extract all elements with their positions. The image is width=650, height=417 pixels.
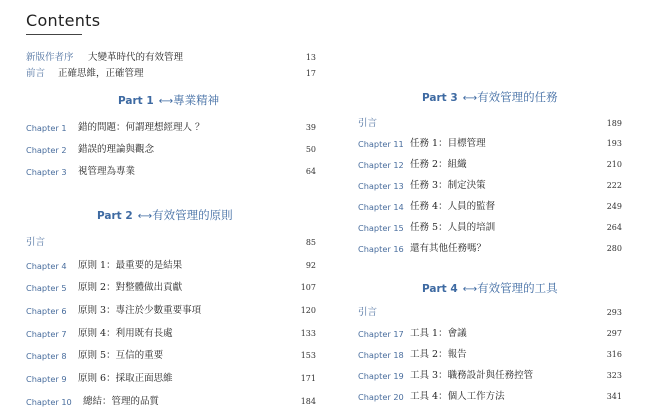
toc-entry[interactable] — [26, 304, 316, 318]
chapter-title: 工具 3：職務設計與任務控管 — [410, 370, 534, 381]
toc-entry[interactable] — [358, 348, 622, 362]
chapter-page: 280 — [606, 244, 622, 253]
chapter-number: Chapter 3 — [26, 167, 67, 177]
chapter-page: 153 — [300, 351, 316, 360]
chapter-number: Chapter 12 — [358, 160, 404, 170]
intro-title: 引言 — [358, 307, 378, 318]
chapter-page: 184 — [300, 397, 316, 406]
toc-entry[interactable] — [358, 179, 622, 193]
chapter-title: 工具 4：個人工作方法 — [410, 391, 505, 402]
chapter-title: 工具 2：報告 — [410, 349, 467, 360]
chapter-page: 193 — [606, 139, 622, 148]
toc-intro[interactable] — [358, 117, 622, 131]
front-prefix: 前言 — [26, 68, 46, 79]
chapter-title: 原則 4：利用既有長處 — [78, 328, 173, 339]
toc-front-preface[interactable] — [26, 51, 316, 65]
chapter-title: 原則 2：對整體做出貢獻 — [78, 282, 183, 293]
part-4-heading[interactable] — [422, 278, 558, 296]
chapter-title: 任務 3：制定決策 — [410, 180, 486, 191]
title-underline — [26, 34, 82, 35]
toc-entry[interactable] — [26, 349, 316, 363]
intro-page: 189 — [606, 119, 622, 128]
toc-entry[interactable] — [358, 327, 622, 341]
part-2-heading[interactable] — [97, 205, 233, 223]
front-title: 正確思維，正確管理 — [58, 68, 144, 79]
chapter-number: Chapter 6 — [26, 306, 67, 316]
chapter-page: 316 — [606, 350, 622, 359]
chapter-title: 原則 3：專注於少數重要事項 — [78, 305, 202, 316]
chapter-title: 還有其他任務嗎？ — [410, 243, 487, 254]
part-name: 專業精神 — [173, 93, 220, 107]
chapter-page: 133 — [300, 329, 316, 338]
chapter-number: Chapter 20 — [358, 392, 404, 402]
part-arrow: ⟷ — [462, 284, 478, 295]
chapter-number: Chapter 7 — [26, 329, 67, 339]
front-page: 13 — [305, 53, 316, 62]
front-title: 大變革時代的有效管理 — [88, 52, 184, 63]
chapter-page: 341 — [606, 392, 622, 401]
chapter-title: 總結：管理的品質 — [83, 396, 160, 407]
front-page: 17 — [305, 69, 316, 78]
toc-entry[interactable] — [26, 121, 316, 135]
part-arrow: ⟷ — [462, 93, 478, 104]
chapter-number: Chapter 9 — [26, 374, 67, 384]
chapter-title: 原則 5：互信的重要 — [78, 350, 164, 361]
chapter-title: 任務 4：人員的監督 — [410, 201, 496, 212]
chapter-title: 任務 2：組織 — [410, 159, 467, 170]
part-arrow: ⟷ — [158, 96, 174, 107]
chapter-number: Chapter 2 — [26, 145, 67, 155]
chapter-page: 120 — [300, 306, 316, 315]
chapter-number: Chapter 10 — [26, 397, 72, 407]
part-name: 有效管理的工具 — [477, 281, 558, 295]
part-label: Part 3 — [422, 92, 458, 104]
toc-entry[interactable] — [358, 200, 622, 214]
part-label: Part 2 — [97, 210, 133, 222]
toc-entry[interactable] — [358, 137, 622, 151]
part-label: Part 1 — [118, 95, 154, 107]
chapter-title: 原則 1：最重要的是結果 — [78, 260, 183, 271]
chapter-title: 工具 1：會議 — [410, 328, 467, 339]
part-3-heading[interactable] — [422, 87, 558, 105]
chapter-title: 任務 1：目標管理 — [410, 138, 486, 149]
toc-front-foreword[interactable] — [26, 67, 316, 81]
toc-entry[interactable] — [26, 395, 316, 409]
chapter-number: Chapter 11 — [358, 139, 404, 149]
toc-entry[interactable] — [358, 390, 622, 404]
chapter-page: 249 — [606, 202, 622, 211]
chapter-title: 視管理為專業 — [78, 166, 136, 177]
chapter-number: Chapter 5 — [26, 283, 67, 293]
contents-title: Contents — [26, 11, 101, 30]
chapter-page: 323 — [606, 371, 622, 380]
chapter-number: Chapter 15 — [358, 223, 404, 233]
toc-entry[interactable] — [26, 327, 316, 341]
chapter-page: 64 — [305, 167, 316, 176]
part-1-heading[interactable] — [118, 90, 219, 108]
chapter-title: 錯的問題：何謂理想經理人 ？ — [78, 122, 205, 133]
chapter-title: 錯誤的理論與觀念 — [78, 144, 155, 155]
toc-intro[interactable] — [358, 306, 622, 320]
chapter-page: 210 — [606, 160, 622, 169]
chapter-page: 107 — [300, 283, 316, 292]
toc-intro[interactable] — [26, 236, 316, 250]
chapter-page: 297 — [606, 329, 622, 338]
toc-entry[interactable] — [358, 242, 622, 256]
toc-entry[interactable] — [26, 259, 316, 273]
chapter-number: Chapter 18 — [358, 350, 404, 360]
toc-entry[interactable] — [358, 221, 622, 235]
chapter-page: 222 — [606, 181, 622, 190]
intro-title: 引言 — [26, 237, 46, 248]
chapter-number: Chapter 8 — [26, 351, 67, 361]
chapter-title: 任務 5：人員的培訓 — [410, 222, 496, 233]
toc-entry[interactable] — [26, 281, 316, 295]
chapter-number: Chapter 16 — [358, 244, 404, 254]
part-arrow: ⟷ — [137, 211, 153, 222]
toc-entry[interactable] — [26, 372, 316, 386]
chapter-number: Chapter 4 — [26, 261, 67, 271]
chapter-number: Chapter 19 — [358, 371, 404, 381]
front-prefix: 新版作者序 — [26, 52, 74, 63]
chapter-title: 原則 6：採取正面思維 — [78, 373, 173, 384]
chapter-page: 92 — [305, 261, 316, 270]
intro-page: 85 — [305, 238, 316, 247]
chapter-number: Chapter 17 — [358, 329, 404, 339]
intro-title: 引言 — [358, 118, 378, 129]
toc-entry[interactable] — [26, 143, 316, 157]
toc-entry[interactable] — [26, 165, 316, 179]
toc-entry[interactable] — [358, 369, 622, 383]
part-name: 有效管理的原則 — [152, 208, 233, 222]
chapter-page: 39 — [305, 123, 316, 132]
toc-entry[interactable] — [358, 158, 622, 172]
chapter-page: 264 — [606, 223, 622, 232]
chapter-number: Chapter 13 — [358, 181, 404, 191]
part-label: Part 4 — [422, 283, 458, 295]
chapter-page: 171 — [300, 374, 316, 383]
chapter-number: Chapter 1 — [26, 123, 67, 133]
chapter-page: 50 — [305, 145, 316, 154]
intro-page: 293 — [606, 308, 622, 317]
chapter-number: Chapter 14 — [358, 202, 404, 212]
part-name: 有效管理的任務 — [477, 90, 558, 104]
